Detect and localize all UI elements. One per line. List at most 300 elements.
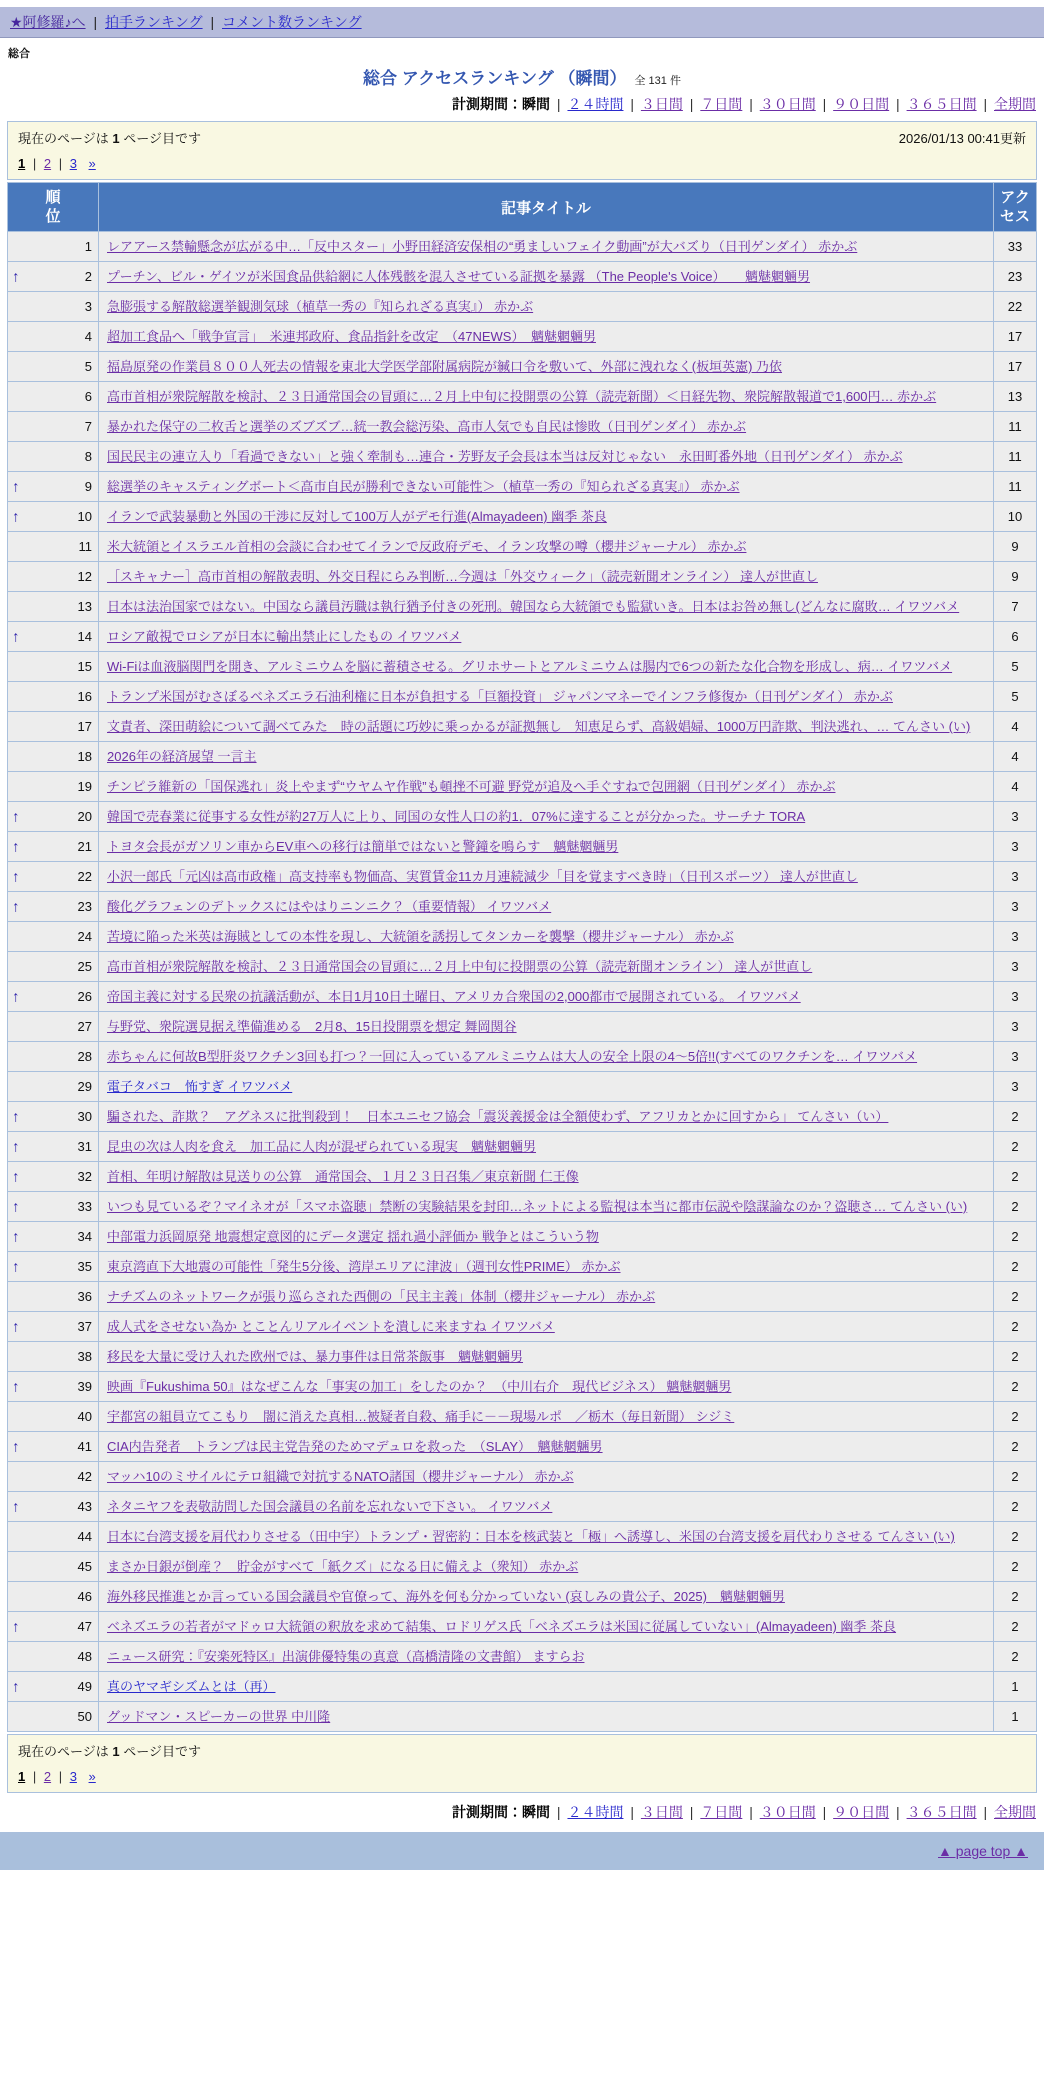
- access-count: 3: [994, 1012, 1037, 1042]
- separator: [81, 1769, 85, 1784]
- article-title-cell: [99, 472, 994, 502]
- rank-number: 9: [84, 479, 92, 494]
- separator: |: [892, 1804, 904, 1820]
- table-row: [8, 1162, 1037, 1192]
- article-link[interactable]: 与野党、衆院選見据え準備進める 2月8、15日投開票を想定 舞岡関谷: [107, 1019, 517, 1034]
- rank-cell: [8, 1072, 99, 1102]
- table-row: [8, 862, 1037, 892]
- rank-up-arrow-icon: ↑: [12, 1138, 20, 1155]
- article-link[interactable]: 酸化グラフェンのデトックスにはやはりニンニク？（重要情報） イワツバメ: [107, 899, 552, 914]
- rank-number: 32: [77, 1169, 92, 1184]
- article-title-cell: [99, 832, 994, 862]
- rank-number: 26: [77, 989, 92, 1004]
- article-link[interactable]: 映画『Fukushima 50』はなぜこんな「事実の加工」をしたのか？ （中川右介 現代ビジネス） 魑魅魍魎男: [107, 1379, 732, 1394]
- article-link[interactable]: マッハ10のミサイルにテロ組織で対抗するNATO諸国（櫻井ジャーナル） 赤かぶ: [107, 1469, 574, 1484]
- article-title-cell: [99, 442, 994, 472]
- table-row: [8, 472, 1037, 502]
- pagination-link: 1: [18, 1769, 26, 1784]
- article-link[interactable]: 宇都宮の組員立てこもり 闇に消えた真相…被疑者自殺、痛手に－－現場ルポ ／栃木（毎日新聞） シジミ: [107, 1409, 735, 1424]
- pagination-link[interactable]: 3: [69, 156, 77, 171]
- article-link[interactable]: 国民民主の連立入り「看過できない」と強く牽制も…連合・芳野友子会長は本当は反対じゃない 永田町番外地（日刊ゲンダイ） 赤かぶ: [107, 449, 903, 464]
- article-title-cell: [99, 1702, 994, 1732]
- rank-cell: [8, 322, 99, 352]
- article-link[interactable]: 急膨張する解散総選挙観測気球（植草一秀の『知られざる真実』） 赤かぶ: [107, 299, 534, 314]
- article-link[interactable]: 移民を大量に受け入れた欧州では、暴力事件は日常茶飯事 魑魅魍魎男: [107, 1349, 524, 1364]
- rank-number: 33: [77, 1199, 92, 1214]
- rank-up-arrow-icon: ↑: [12, 1378, 20, 1395]
- rank-cell: [8, 772, 99, 802]
- ranking-table: [7, 182, 1037, 1732]
- current-page-number: 1: [112, 1744, 120, 1759]
- article-link[interactable]: ナチズムのネットワークが張り巡らされた西側の「民主主義」体制（櫻井ジャーナル） 赤かぶ: [107, 1289, 656, 1304]
- pagination-link[interactable]: »: [88, 1769, 96, 1784]
- separator: |: [685, 96, 698, 112]
- article-title-cell: [99, 412, 994, 442]
- article-link[interactable]: 苦境に陥った米英は海賊としての本性を現し、大統領を誘拐してタンカーを襲撃（櫻井ジャーナル） 赤かぶ: [107, 929, 734, 944]
- rank-up-arrow-icon: ↑: [12, 628, 20, 645]
- article-link[interactable]: 赤ちゃんに何故B型肝炎ワクチン3回も打つ？一回に入っているアルミニウムは大人の安全上限の4～5倍!!(すべてのワクチンを… イワツバメ: [107, 1049, 918, 1064]
- article-title-cell: [99, 1672, 994, 1702]
- article-title-cell: [99, 1132, 994, 1162]
- rank-up-arrow-icon: ↑: [12, 1498, 20, 1515]
- article-link[interactable]: 高市首相が衆院解散を検討、２３日通常国会の冒頭に…２月上中旬に投開票の公算（読売新聞オンライン） 達人が世直し: [107, 959, 813, 974]
- rank-cell: [8, 472, 99, 502]
- separator: |: [553, 96, 565, 112]
- rank-cell: [8, 382, 99, 412]
- article-link[interactable]: グッドマン・スピーカーの世界 中川隆: [107, 1709, 331, 1724]
- rank-number: 38: [77, 1349, 92, 1364]
- rank-up-arrow-icon: ↑: [12, 1198, 20, 1215]
- article-title-cell: [99, 1342, 994, 1372]
- article-link[interactable]: 昆虫の次は人肉を食え 加工品に人肉が混ぜられている現実 魑魅魍魎男: [107, 1139, 537, 1154]
- table-row: [8, 562, 1037, 592]
- article-link[interactable]: 超加工食品へ「戦争宣言」 米連邦政府、食品指針を改定 （47NEWS） 魑魅魍魎男: [107, 329, 596, 344]
- article-link[interactable]: ロシア敵視でロシアが日本に輸出禁止にしたもの イワツバメ: [107, 629, 462, 644]
- access-count: 2: [994, 1432, 1037, 1462]
- article-link[interactable]: 日本は法治国家ではない。中国なら議員汚職は執行猶予付きの死刑。韓国なら大統領でも監獄いき。日本はお咎め無し(どんなに腐敗… イワツバメ: [107, 599, 960, 614]
- table-row: [8, 1342, 1037, 1372]
- current-page-text: 現在のページは 1 ページ目です: [18, 1744, 201, 1759]
- rank-number: 46: [77, 1589, 92, 1604]
- current-page-number: 1: [112, 131, 120, 146]
- article-link[interactable]: レアアース禁輸懸念が広がる中…「反中スター」小野田経済安保相の“勇ましいフェイク動画”が大バズり（日刊ゲンダイ） 赤かぶ: [107, 239, 858, 254]
- rank-cell: [8, 1702, 99, 1732]
- table-row: [8, 1072, 1037, 1102]
- rank-number: 31: [77, 1139, 92, 1154]
- rank-number: 3: [84, 299, 92, 314]
- separator: |: [55, 1769, 66, 1784]
- rank-number: 28: [77, 1049, 92, 1064]
- bottom-bar: [0, 1832, 1044, 1870]
- access-count: 2: [994, 1102, 1037, 1132]
- table-row: [8, 712, 1037, 742]
- table-row: [8, 1312, 1037, 1342]
- rank-cell: [8, 922, 99, 952]
- separator: |: [89, 14, 101, 30]
- table-row: [8, 532, 1037, 562]
- rank-up-arrow-icon: ↑: [12, 478, 20, 495]
- rank-up-arrow-icon: ↑: [12, 1318, 20, 1335]
- table-header-row: [8, 183, 1037, 232]
- rank-cell: [8, 862, 99, 892]
- article-link[interactable]: 韓国で売春業に従事する女性が約27万人に上り、同国の女性人口の約1．07%に達することが分かった。サーチナ TORA: [107, 809, 806, 824]
- rank-cell: [8, 1612, 99, 1642]
- access-count: 2: [994, 1132, 1037, 1162]
- rank-up-arrow-icon: ↑: [12, 898, 20, 915]
- article-link[interactable]: いつも見ているぞ？マイネオが「スマホ盗聴」禁断の実験結果を封印…ネットによる監視は本当に都市伝説や陰謀論なのか？盗聴さ… てんさい (い): [107, 1199, 968, 1214]
- access-count: 2: [994, 1612, 1037, 1642]
- separator: [81, 156, 85, 171]
- rank-cell: [8, 1252, 99, 1282]
- article-title-cell: [99, 1582, 994, 1612]
- article-title-cell: [99, 1222, 994, 1252]
- rank-cell: [8, 1672, 99, 1702]
- rank-up-arrow-icon: ↑: [12, 1108, 20, 1125]
- table-row: [8, 1492, 1037, 1522]
- access-count: 7: [994, 592, 1037, 622]
- rank-number: 21: [77, 839, 92, 854]
- rank-number: 41: [77, 1439, 92, 1454]
- article-title-cell: [99, 652, 994, 682]
- article-link[interactable]: 首相、年明け解散は見送りの公算 通常国会、１月２３日召集／東京新聞 仁王像: [107, 1169, 579, 1184]
- rank-up-arrow-icon: ↑: [12, 1258, 20, 1275]
- separator: |: [892, 96, 904, 112]
- separator: |: [626, 96, 638, 112]
- page-title: 総合 アクセスランキング （瞬間）: [363, 69, 627, 88]
- access-count: 11: [994, 442, 1037, 472]
- rank-up-arrow-icon: ↑: [12, 868, 20, 885]
- period-nav-item[interactable]: ３日間: [640, 1804, 683, 1820]
- pagination-link[interactable]: »: [88, 156, 96, 171]
- period-nav-item[interactable]: 全期間: [994, 96, 1036, 112]
- article-link[interactable]: 中部電力浜岡原発 地震想定意図的にデータ選定 揺れ過小評価か 戦争とはこういう物: [107, 1229, 599, 1244]
- rank-cell: [8, 1642, 99, 1672]
- article-title-cell: [99, 292, 994, 322]
- table-row: [8, 1462, 1037, 1492]
- rank-number: 11: [78, 539, 92, 554]
- separator: |: [685, 1804, 698, 1820]
- article-link[interactable]: チンピラ維新の「国保逃れ」炎上やまず“ウヤムヤ作戦”も頓挫不可避 野党が追及へ手ぐすねで包囲網（日刊ゲンダイ） 赤かぶ: [107, 779, 836, 794]
- article-title-cell: [99, 922, 994, 952]
- access-count: 2: [994, 1492, 1037, 1522]
- table-row: [8, 652, 1037, 682]
- rank-cell: [8, 1402, 99, 1432]
- access-count: 17: [994, 352, 1037, 382]
- access-count: 2: [994, 1462, 1037, 1492]
- access-count: 1: [994, 1672, 1037, 1702]
- rank-number: 34: [77, 1229, 92, 1244]
- table-row: [8, 742, 1037, 772]
- rank-number: 19: [77, 779, 92, 794]
- article-title-cell: [99, 1252, 994, 1282]
- separator: |: [979, 1804, 991, 1820]
- rank-number: 23: [77, 899, 92, 914]
- article-title-cell: [99, 892, 994, 922]
- rank-number: 39: [77, 1379, 92, 1394]
- rank-cell: [8, 1282, 99, 1312]
- info-box-top: [7, 121, 1037, 180]
- table-row: [8, 1282, 1037, 1312]
- rank-number: 20: [77, 809, 92, 824]
- article-title-cell: [99, 802, 994, 832]
- article-link[interactable]: 日本に台湾支援を肩代わりさせる（田中宇）トランプ・習密約：日本を核武装と「極」へ誘導し、米国の台湾支援を肩代わりさせる てんさい (い): [107, 1529, 955, 1544]
- article-title-cell: [99, 1072, 994, 1102]
- article-title-cell: [99, 1162, 994, 1192]
- table-row: [8, 1432, 1037, 1462]
- table-row: [8, 1402, 1037, 1432]
- rank-cell: [8, 1042, 99, 1072]
- table-row: [8, 412, 1037, 442]
- access-count: 3: [994, 802, 1037, 832]
- access-count: 3: [994, 832, 1037, 862]
- access-count: 2: [994, 1252, 1037, 1282]
- period-nav-item[interactable]: ３６５日間: [906, 96, 977, 112]
- access-count: 2: [994, 1312, 1037, 1342]
- updated-timestamp: 2026/01/13 00:41更新: [898, 131, 1026, 146]
- article-link[interactable]: ベネズエラの若者がマドゥロ大統領の釈放を求めて結集、ロドリゲス氏「ベネズエラは米国に従属していない」(Almayadeen) 幽季 茶良: [107, 1619, 897, 1634]
- pagination-link[interactable]: 3: [69, 1769, 77, 1784]
- rank-cell: [8, 982, 99, 1012]
- access-count: 2: [994, 1222, 1037, 1252]
- bottom-spacer: [0, 1870, 1044, 1892]
- top-nav-links: [10, 14, 362, 30]
- article-link[interactable]: イランで武装暴動と外国の干渉に反対して100万人がデモ行進(Almayadeen) 幽季 茶良: [107, 509, 607, 524]
- rank-number: 1: [84, 239, 92, 254]
- article-link[interactable]: Wi-Fiは血液脳関門を開き、アルミニウムを脳に蓄積させる。グリホサートとアルミニウムは腸内で6つの新たな化合物を形成し、病… イワツバメ: [107, 659, 953, 674]
- access-count: 11: [994, 412, 1037, 442]
- access-count: 2: [994, 1192, 1037, 1222]
- rank-number: 40: [77, 1409, 92, 1424]
- separator: |: [55, 156, 66, 171]
- rank-cell: [8, 262, 99, 292]
- rank-number: 18: [77, 749, 92, 764]
- article-link[interactable]: ［スキャナー］高市首相の解散表明、外交日程にらみ判断…今週は「外交ウィーク」（読売新聞オンライン） 達人が世直し: [107, 569, 818, 584]
- rank-number: 22: [77, 869, 92, 884]
- rank-cell: [8, 682, 99, 712]
- rank-number: 36: [77, 1289, 92, 1304]
- table-row: [8, 502, 1037, 532]
- article-link[interactable]: トヨタ会長がガソリン車からEV車への移行は簡単ではないと警鐘を鳴らす 魑魅魍魎男: [107, 839, 619, 854]
- rank-number: 47: [77, 1619, 92, 1634]
- rank-number: 30: [77, 1109, 92, 1124]
- table-row: [8, 622, 1037, 652]
- article-title-cell: [99, 592, 994, 622]
- pagination-bottom: [18, 1769, 1026, 1784]
- access-count: 4: [994, 742, 1037, 772]
- article-link[interactable]: まさか日銀が倒産？ 貯金がすべて「紙クズ」になる日に備えよ（衆知） 赤かぶ: [107, 1559, 579, 1574]
- article-link[interactable]: 小沢一郎氏「元凶は高市政権」高支持率も物価高、実質賃金11カ月連続減少「目を覚ますべき時」（日刊スポーツ） 達人が世直し: [107, 869, 858, 884]
- access-count: 2: [994, 1282, 1037, 1312]
- article-link[interactable]: 福島原発の作業員８００人死去の情報を東北大学医学部附属病院が緘口令を敷いて、外部に洩れなく(板垣英憲) 乃依: [107, 359, 783, 374]
- separator: |: [745, 1804, 757, 1820]
- period-nav-item[interactable]: ７日間: [700, 1804, 743, 1820]
- article-title-cell: [99, 862, 994, 892]
- article-link[interactable]: CIA内告発者 トランプは民主党告発のためマデュロを救った （SLAY） 魑魅魍魎男: [107, 1439, 603, 1454]
- article-title-cell: [99, 1552, 994, 1582]
- rank-cell: [8, 352, 99, 382]
- separator: |: [206, 14, 218, 30]
- rank-number: 44: [77, 1529, 92, 1544]
- table-row: [8, 1582, 1037, 1612]
- access-count: 4: [994, 772, 1037, 802]
- article-title-cell: [99, 232, 994, 262]
- article-title-cell: [99, 502, 994, 532]
- table-row: [8, 322, 1037, 352]
- table-row: [8, 802, 1037, 832]
- rank-cell: [8, 652, 99, 682]
- rank-cell: [8, 1342, 99, 1372]
- period-nav-item[interactable]: ２４時間: [567, 96, 624, 112]
- table-row: [8, 1552, 1037, 1582]
- rank-cell: [8, 292, 99, 322]
- access-count: 23: [994, 262, 1037, 292]
- table-row: [8, 1672, 1037, 1702]
- article-title-cell: [99, 1042, 994, 1072]
- rank-cell: [8, 1492, 99, 1522]
- period-nav-item[interactable]: ３６５日間: [906, 1804, 977, 1820]
- rank-number: 27: [77, 1019, 92, 1034]
- current-page-text: 現在のページは 1 ページ目です: [18, 131, 201, 146]
- top-nav-link[interactable]: ★阿修羅♪へ: [10, 14, 86, 30]
- access-count: 9: [994, 562, 1037, 592]
- rank-cell: [8, 532, 99, 562]
- page-top-link[interactable]: ▲ page top ▲: [938, 1843, 1028, 1859]
- rank-cell: [8, 622, 99, 652]
- table-row: [8, 1102, 1037, 1132]
- top-nav-link[interactable]: コメント数ランキング: [222, 14, 362, 30]
- access-count: 1: [994, 1702, 1037, 1732]
- table-row: [8, 1642, 1037, 1672]
- rank-cell: [8, 952, 99, 982]
- pagination-link[interactable]: 2: [43, 1769, 52, 1784]
- rank-cell: [8, 1522, 99, 1552]
- article-title-cell: [99, 1012, 994, 1042]
- rank-cell: [8, 1192, 99, 1222]
- separator: |: [979, 96, 991, 112]
- access-count: 2: [994, 1522, 1037, 1552]
- separator: |: [745, 96, 757, 112]
- period-nav-item[interactable]: ９０日間: [833, 1804, 890, 1820]
- access-count: 3: [994, 1072, 1037, 1102]
- top-nav-link[interactable]: 拍手ランキング: [104, 14, 203, 30]
- article-link[interactable]: 暴かれた保守の二枚舌と選挙のズブズブ…統一教会総汚染、高市人気でも自民は惨敗（日刊ゲンダイ） 赤かぶ: [107, 419, 747, 434]
- rank-number: 45: [77, 1559, 92, 1574]
- article-title-cell: [99, 1312, 994, 1342]
- rank-number: 6: [84, 389, 92, 404]
- article-link[interactable]: 米大統領とイスラエル首相の会談に合わせてイランで反政府デモ、イラン攻撃の噂（櫻井ジャーナル） 赤かぶ: [107, 539, 747, 554]
- article-link[interactable]: 高市首相が衆院解散を検討、２３日通常国会の冒頭に…２月上中旬に投開票の公算（読売新聞）＜日経先物、衆院解散報道で1,600円… 赤かぶ: [107, 389, 937, 404]
- article-title-cell: [99, 772, 994, 802]
- article-link[interactable]: 2026年の経済展望 一言主: [107, 749, 257, 764]
- article-link[interactable]: 成人式をさせない為か とことんリアルイベントを潰しに来ますね イワツバメ: [107, 1319, 555, 1334]
- article-link[interactable]: プーチン、ビル・ゲイツが米国食品供給網に人体残骸を混入させている証拠を暴露 （The People's Voice） 魑魅魍魎男: [107, 269, 811, 284]
- rank-cell: [8, 1372, 99, 1402]
- separator: |: [818, 96, 831, 112]
- access-count: 5: [994, 652, 1037, 682]
- period-nav-item[interactable]: ２４時間: [567, 1804, 624, 1820]
- rank-cell: [8, 1582, 99, 1612]
- period-nav-item[interactable]: ９０日間: [833, 96, 890, 112]
- article-link[interactable]: 海外移民推進とか言っている国会議員や官僚って、海外を何も分かっていない (哀しみの貴公子、2025) 魑魅魍魎男: [107, 1589, 785, 1604]
- period-nav-item: 瞬間: [522, 96, 551, 112]
- pagination-top: [18, 156, 1026, 171]
- table-row: [8, 682, 1037, 712]
- article-link[interactable]: 帝国主義に対する民衆の抗議活動が、本日1月10日土曜日、アメリカ合衆国の2,000都市で展開されている。 イワツバメ: [107, 989, 801, 1004]
- access-count: 2: [994, 1372, 1037, 1402]
- article-title-cell: [99, 1462, 994, 1492]
- article-link[interactable]: ネタニヤフを表敬訪問した国会議員の名前を忘れないで下さい。 イワツバメ: [107, 1499, 553, 1514]
- ranking-table-body: [8, 232, 1037, 1732]
- article-link[interactable]: 真のヤマギシズムとは（再）: [107, 1679, 276, 1694]
- rank-up-arrow-icon: ↑: [12, 988, 20, 1005]
- rank-cell: [8, 712, 99, 742]
- access-count: 2: [994, 1162, 1037, 1192]
- separator: |: [626, 1804, 638, 1820]
- article-title-cell: [99, 1522, 994, 1552]
- rank-up-arrow-icon: ↑: [12, 1168, 20, 1185]
- rank-number: 35: [77, 1259, 92, 1274]
- table-row: [8, 292, 1037, 322]
- rank-number: 5: [84, 359, 92, 374]
- rank-number: 10: [77, 509, 92, 524]
- rank-number: 50: [77, 1709, 92, 1724]
- article-title-cell: [99, 1432, 994, 1462]
- separator: |: [818, 1804, 831, 1820]
- table-row: [8, 1222, 1037, 1252]
- article-link[interactable]: 東京湾直下大地震の可能性「発生5分後、湾岸エリアに津波」（週刊女性PRIME） 赤かぶ: [107, 1259, 621, 1274]
- access-count: 3: [994, 982, 1037, 1012]
- period-nav-label: 計測期間：: [452, 1804, 523, 1820]
- rank-number: 17: [77, 719, 92, 734]
- period-nav-item[interactable]: ３０日間: [759, 1804, 816, 1820]
- table-row: [8, 952, 1037, 982]
- rank-cell: [8, 1312, 99, 1342]
- rank-number: 43: [77, 1499, 92, 1514]
- rank-up-arrow-icon: ↑: [12, 1438, 20, 1455]
- article-link[interactable]: トランプ米国がむさぼるベネズエラ石油利権に日本が負担する「巨額投資」 ジャパンマネーでインフラ修復か（日刊ゲンダイ） 赤かぶ: [107, 689, 893, 704]
- rank-cell: [8, 1102, 99, 1132]
- rank-column-header: 順位: [8, 183, 99, 232]
- table-row: [8, 892, 1037, 922]
- article-link[interactable]: 文責者、深田萌絵について調べてみた 時の話題に巧妙に乗っかるが証拠無し 知恵足らず、高級娼婦、1000万円詐欺、判決逃れ、… てんさい (い): [107, 719, 971, 734]
- rank-cell: [8, 592, 99, 622]
- rank-up-arrow-icon: ↑: [12, 1678, 20, 1695]
- access-count: 3: [994, 922, 1037, 952]
- rank-number: 15: [77, 659, 92, 674]
- article-link[interactable]: ニュース研究：『安楽死特区』出演俳優特集の真意（高橋清隆の文書館） ますらお: [107, 1649, 585, 1664]
- access-count: 6: [994, 622, 1037, 652]
- article-title-cell: [99, 952, 994, 982]
- period-nav-bottom: [8, 1802, 1036, 1822]
- total-count: 全 131 件: [634, 75, 681, 87]
- article-title-cell: [99, 532, 994, 562]
- period-nav-item[interactable]: ７日間: [700, 96, 743, 112]
- period-nav-item[interactable]: ３日間: [640, 96, 683, 112]
- article-link[interactable]: 騙された、詐欺？ アグネスに批判殺到！ 日本ユニセフ協会「震災義援金は全額使わず、アフリカとかに回すから」 てんさい（い）: [107, 1109, 889, 1124]
- article-link[interactable]: 総選挙のキャスティングボート＜高市自民が勝利できない可能性＞（植草一秀の『知られざる真実』） 赤かぶ: [107, 479, 740, 494]
- table-row: [8, 592, 1037, 622]
- period-nav-item[interactable]: 全期間: [994, 1804, 1036, 1820]
- access-count: 33: [994, 232, 1037, 262]
- rank-up-arrow-icon: ↑: [12, 268, 20, 285]
- access-count: 2: [994, 1642, 1037, 1672]
- pagination-link[interactable]: 2: [43, 156, 52, 171]
- access-column-header: アクセス: [994, 183, 1037, 232]
- article-link[interactable]: 電子タバコ 怖すぎ イワツバメ: [107, 1079, 293, 1094]
- article-title-cell: [99, 262, 994, 292]
- rank-cell: [8, 802, 99, 832]
- period-nav-item[interactable]: ３０日間: [759, 96, 816, 112]
